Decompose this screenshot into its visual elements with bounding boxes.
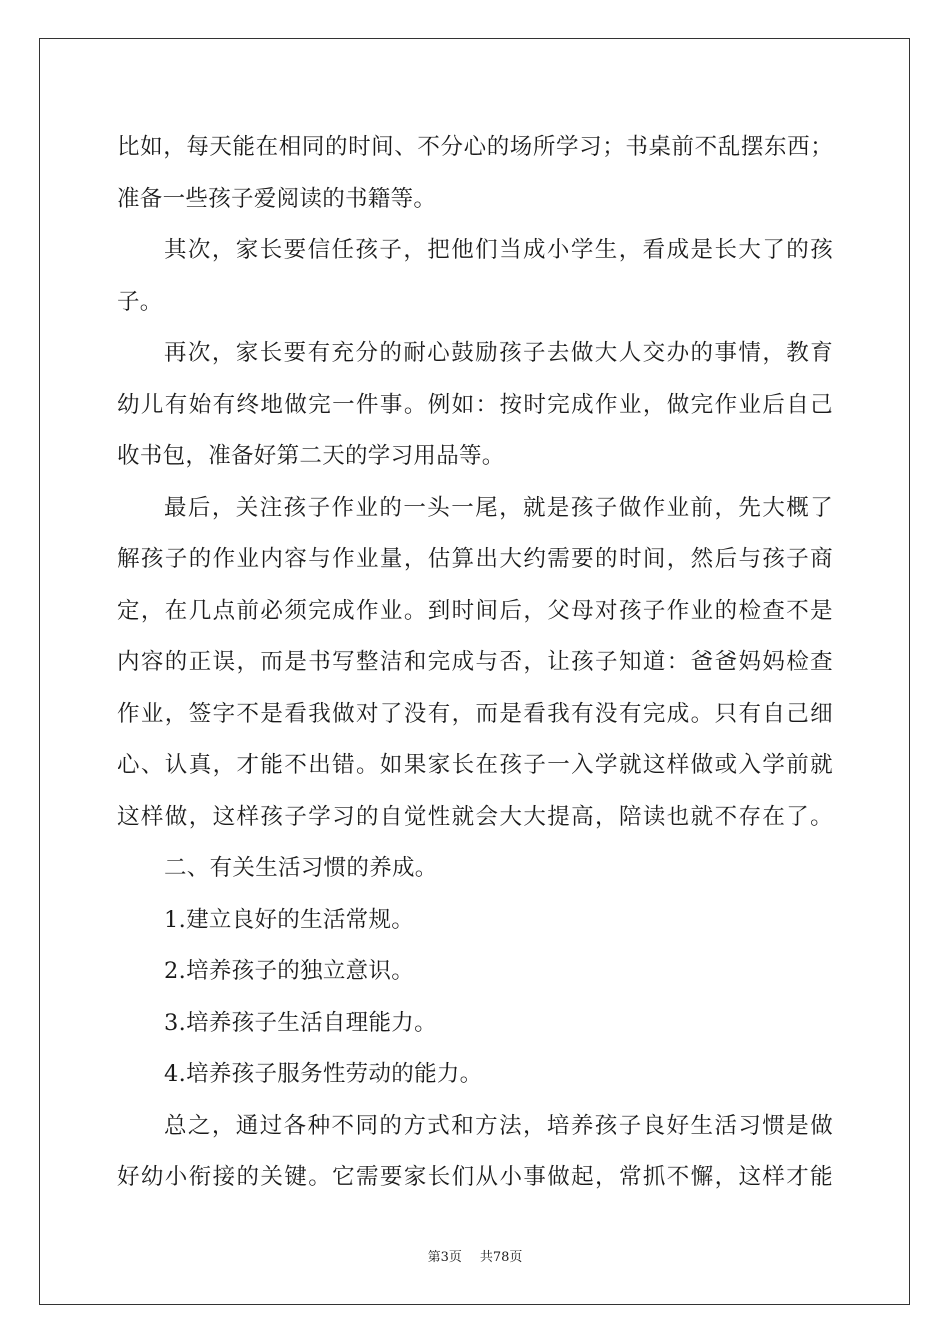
text-line: 1.建立良好的生活常规。 — [164, 906, 415, 933]
text-line: 内容的正误，而是书写整洁和完成与否，让孩子知道：爸爸妈妈检查 — [117, 649, 833, 675]
text-line: 3.培养孩子生活自理能力。 — [164, 1009, 437, 1036]
text-line: 子。 — [117, 288, 163, 315]
page-number: 第3页 — [427, 1250, 462, 1265]
text-line: 其次，家长要信任孩子，把他们当成小学生，看成是长大了的孩 — [164, 237, 833, 263]
text-line: 总之，通过各种不同的方式和方法，培养孩子良好生活习惯是做 — [164, 1112, 833, 1139]
text-line: 最后，关注孩子作业的一头一尾，就是孩子做作业前，先大概了 — [164, 494, 833, 521]
text-line: 作业，签字不是看我做对了没有，而是看我有没有完成。只有自己细 — [117, 700, 833, 727]
page-footer — [0, 1246, 950, 1265]
text-line: 再次，家长要有充分的耐心鼓励孩子去做大人交办的事情，教育 — [164, 340, 833, 366]
text-line: 定，在几点前必须完成作业。到时间后，父母对孩子作业的检查不是 — [117, 597, 833, 624]
text-line: 幼儿有始有终地做完一件事。例如：按时完成作业，做完作业后自己 — [117, 391, 833, 418]
text-line: 比如，每天能在相同的时间、不分心的场所学习；书桌前不乱摆东西； — [117, 134, 833, 160]
text-line: 收书包，准备好第二天的学习用品等。 — [117, 443, 505, 469]
text-line: 2.培养孩子的独立意识。 — [164, 958, 415, 984]
text-line: 准备一些孩子爱阅读的书籍等。 — [117, 185, 437, 212]
text-line: 二、有关生活习惯的养成。 — [164, 855, 438, 881]
text-line: 解孩子的作业内容与作业量，估算出大约需要的时间，然后与孩子商 — [117, 546, 833, 572]
text-line: 好幼小衔接的关键。它需要家长们从小事做起，常抓不懈，这样才能 — [117, 1164, 833, 1190]
text-line: 4.培养孩子服务性劳动的能力。 — [164, 1061, 483, 1087]
page-total: 共78页 — [479, 1250, 523, 1265]
text-line: 这样做，这样孩子学习的自觉性就会大大提高，陪读也就不存在了。 — [117, 803, 833, 830]
text-line: 心、认真，才能不出错。如果家长在孩子一入学就这样做或入学前就 — [117, 752, 833, 778]
document-body — [117, 122, 833, 1204]
